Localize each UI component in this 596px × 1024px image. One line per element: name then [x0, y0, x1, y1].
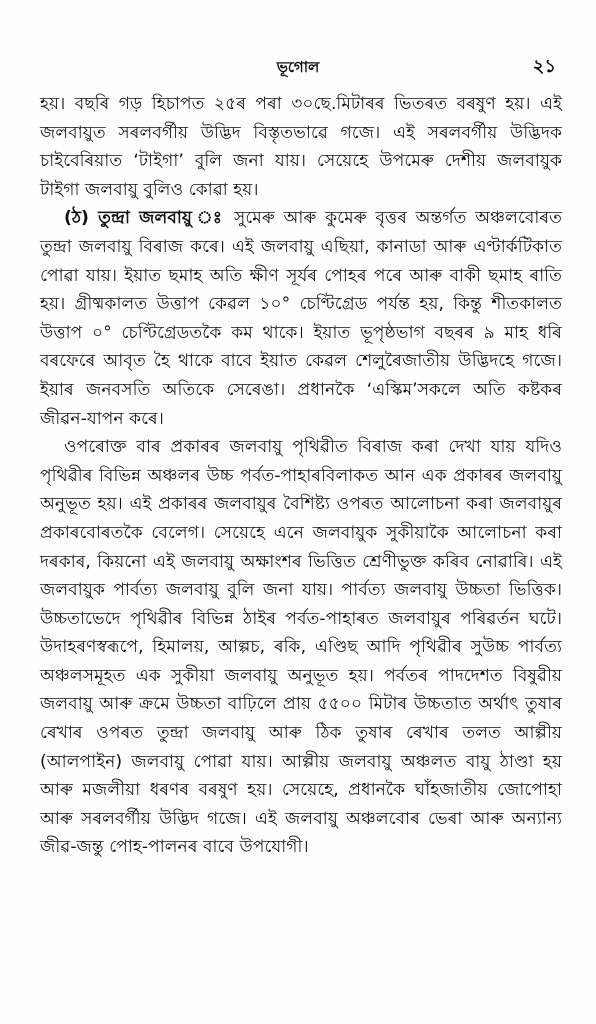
section-heading: (ঠ) তুন্দ্ৰা জলবায়ু ঃ	[64, 208, 226, 229]
running-title: ভূগোল	[276, 58, 320, 76]
body-text	[40, 90, 562, 862]
paragraph-2	[40, 204, 562, 433]
paragraph-3: ওপৰোক্ত বাৰ প্ৰকাৰৰ জলবায়ু পৃথিৱীত বিৰাজ কৰা দেখা যায় যদিও পৃথিৱীৰ বিভিন্ন অঞ্চলৰ উচ্চ পৰ্বত-পাহাৰবিলাকত আন এক প্ৰকাৰৰ জলবায়ু অনুভূত হয়। এই প্ৰকাৰৰ জলবায়ুৰ বৈশিষ্ট্য ওপৰত আলোচনা কৰা জলবায়ুৰ প্ৰকাৰবোৰতকৈ বেলেগ। সেয়েহে এনে জলবায়ুক সুকীয়াকৈ আলোচনা কৰা দৰকাৰ, কিয়নো এই জলবায়ু অক্ষাংশৰ ভিত্তিত শ্ৰেণীভুক্ত কৰিব নোৱাৰি। এই জলবায়ুক পাৰ্বত্য জলবায়ু বুলি জনা যায়। পাৰ্বত্য জলবায়ু উচ্চতা ভিত্তিক। উচ্চতাভেদে পৃথিৱীৰ বিভিন্ন ঠাইৰ পৰ্বত-পাহাৰত জলবায়ুৰ পৰিৱৰ্তন ঘটে। উদাহৰণস্বৰূপে, হিমালয়, আল্পচ, ৰকি, এণ্ডিছ আদি পৃথিৱীৰ সুউচ্চ পাৰ্বত্য অঞ্চলসমূহত এক সুকীয়া জলবায়ু অনুভূত হয়। পৰ্বতৰ পাদদেশত বিষুৱীয় জলবায়ু আৰু ক্ৰমে উচ্চতা বাঢ়িলে প্ৰায় ৫৫০০ মিটাৰ উচ্চতাত অৰ্থাৎ তুষাৰ ৰেখাৰ ওপৰত তুন্দ্ৰা জলবায়ু আৰু ঠিক তুষাৰ ৰেখাৰ তলত আল্পীয় (আলপাইন) জলবায়ু পোৱা যায়। আল্পীয় জলবায়ু অঞ্চলত বায়ু ঠাণ্ডা হয় আৰু মজলীয়া ধৰণৰ বৰষুণ হয়। সেয়েহে, প্ৰধানকৈ ঘাঁহজাতীয় জোপোহা আৰু সৰলবৰ্গীয় উদ্ভিদ গজে। এই জলবায়ু অঞ্চলবোৰ ভেৰা আৰু অন্যান্য জীৱ-জন্তু পোহ-পালনৰ বাবে উপযোগী।	[40, 437, 562, 858]
paragraph-2-text: সুমেৰু আৰু কুমেৰু বৃত্তৰ অন্তৰ্গত অঞ্চলবোৰত তুন্দ্ৰা জলবায়ু বিৰাজ কৰে। এই জলবায়ু এছিয়া, কানাডা আৰু এণ্টাৰ্কটিকাত পোৱা যায়। ইয়াত ছমাহ অতি ক্ষীণ সূৰ্যৰ পোহৰ পৰে আৰু বাকী ছমাহ ৰাতি হয়। গ্ৰীষ্মকালত উত্তাপ কেৱল ১০° চেণ্টিগ্ৰেড পৰ্যন্ত হয়, কিন্তু শীতকালত উত্তাপ ০° চেণ্টিগ্ৰেডতকৈ কম থাকে। ইয়াত ভূপৃষ্ঠভাগ বছৰৰ ৯ মাহ ধৰি বৰফেৰে আবৃত হৈ থাকে বাবে ইয়াত কেৱল শেলুৰৈজাতীয় উদ্ভিদহে গজে। ইয়াৰ জনবসতি অতিকে সেৰেঙা। প্ৰধানকৈ ‘এস্কিম’সকলে অতি কষ্টকৰ জীৱন-যাপন কৰে।	[40, 208, 562, 429]
paragraph-1: হয়। বছৰি গড় হিচাপত ২৫ৰ পৰা ৩০ছে.মিটাৰৰ ভিতৰত বৰষুণ হয়। এই জলবায়ুত সৰলবৰ্গীয় উদ্ভিদ বিস্তৃতভাৱে গজে। এই সৰলবৰ্গীয় উদ্ভিদক চাইবেৰিয়াত ‘টাইগা’ বুলি জনা যায়। সেয়েহে উপমেৰু দেশীয় জলবায়ুক টাইগা জলবায়ু বুলিও কোৱা হয়।	[40, 94, 562, 200]
page-number: ২১	[532, 56, 556, 77]
